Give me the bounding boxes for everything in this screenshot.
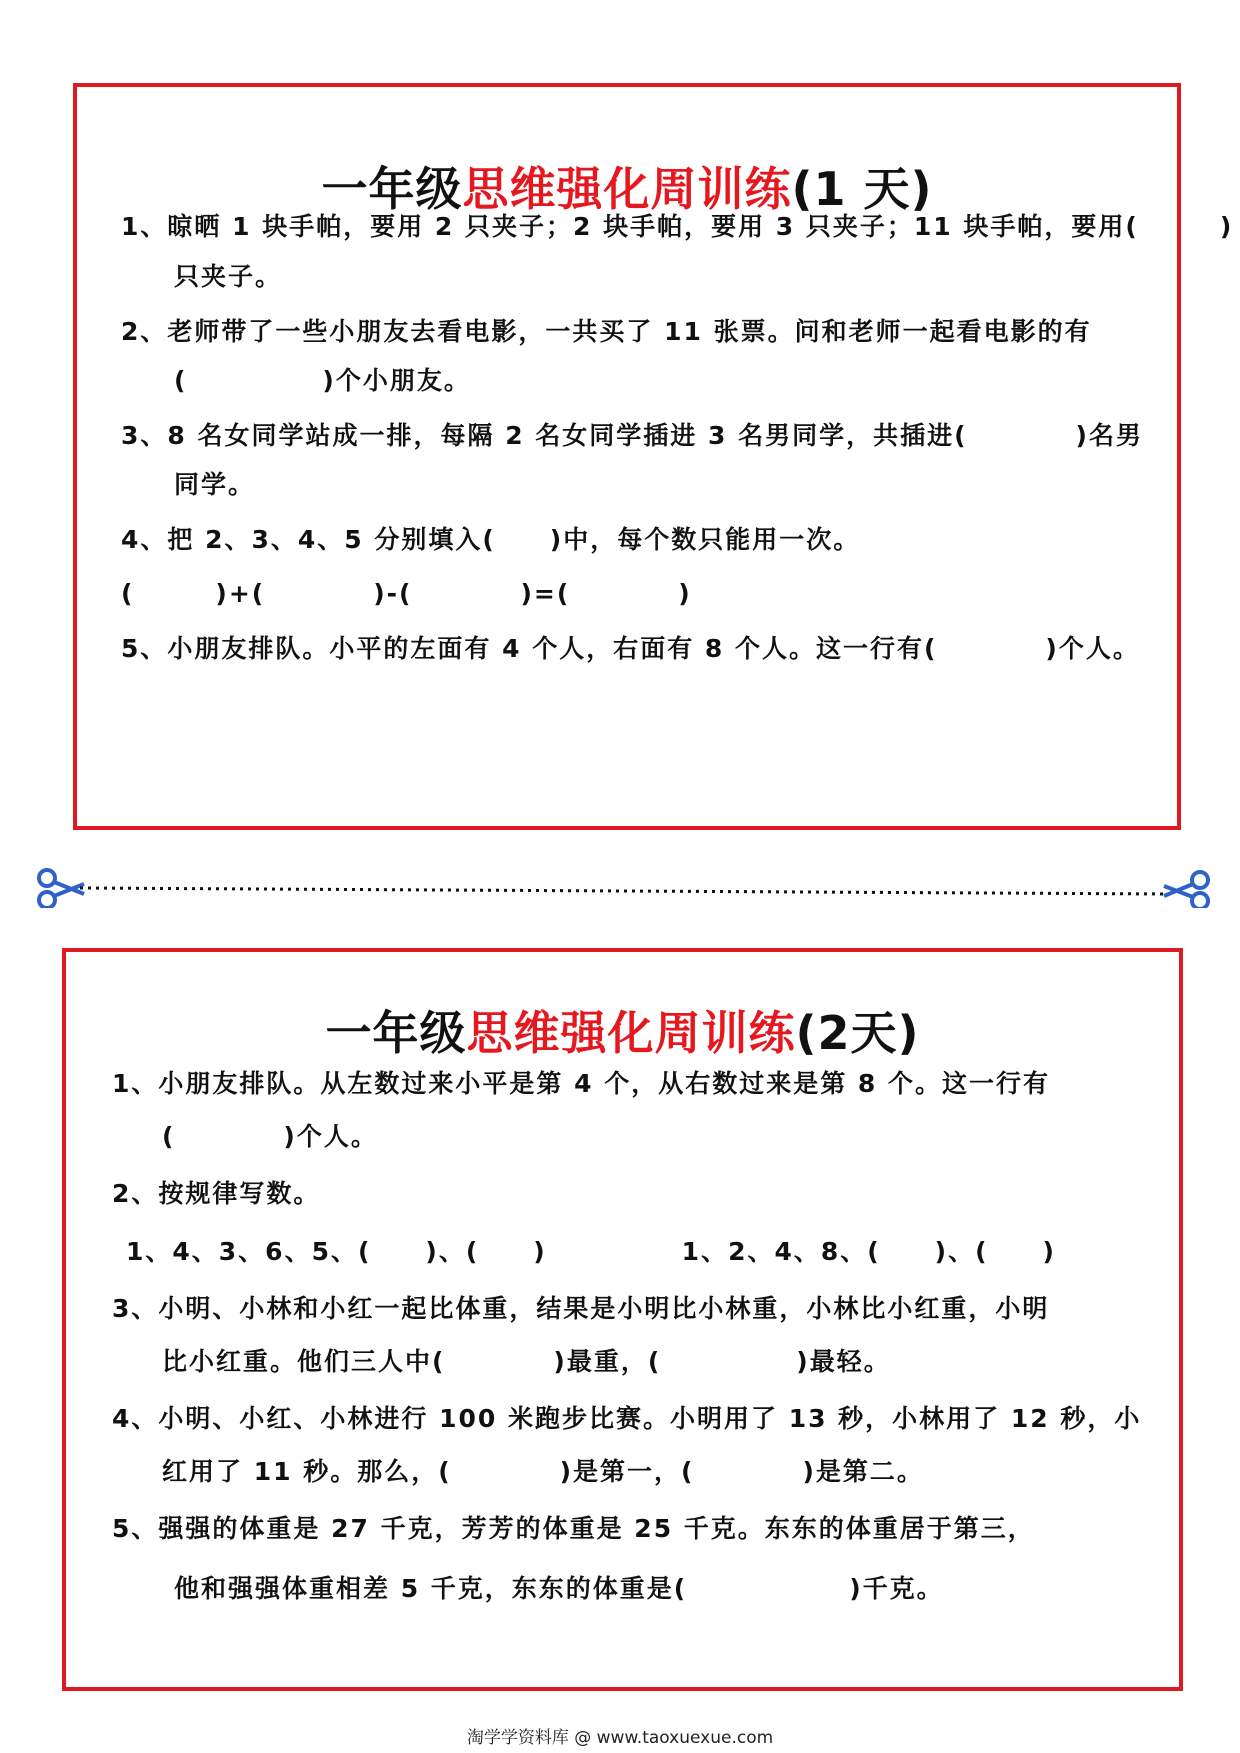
title-highlight: 思维强化周训练 (462, 162, 792, 216)
q3-line1: 3、8 名女同学站成一排，每隔 2 名女同学插进 3 名男同学，共插进( )名男 (121, 421, 1143, 450)
q5-line2: 他和强强体重相差 5 千克，东东的体重是( )千克。 (174, 1574, 944, 1603)
q3-line2: 比小红重。他们三人中( )最重，( )最轻。 (162, 1347, 891, 1376)
q1-line1: 1、晾晒 1 块手帕，要用 2 只夹子；2 块手帕，要用 3 只夹子；11 块手帕，要用( ) (121, 212, 1234, 241)
q2-line1: 2、按规律写数。 (112, 1179, 321, 1208)
q1-line2: ( )个人。 (162, 1122, 378, 1151)
q2-sequences: 1、4、3、6、5、( )、( ) 1、2、4、8、( )、( ) (126, 1237, 1056, 1266)
footer-watermark: 淘学学资料库 @ www.taoxuexue.com (466, 1728, 774, 1748)
q4-line1: 4、小明、小红、小林进行 100 米跑步比赛。小明用了 13 秒，小林用了 12 秒，小 (112, 1404, 1142, 1433)
title-suffix: (2天) (795, 1006, 920, 1060)
scissors-icon (1164, 872, 1208, 908)
q4-equation: ( )+( )-( )=( ) (121, 579, 692, 608)
q5-line1: 5、强强的体重是 27 千克，芳芳的体重是 25 千克。东东的体重居于第三， (112, 1514, 1035, 1543)
q1-line2: 只夹子。 (174, 262, 283, 291)
title-suffix: (1 天) (791, 162, 933, 216)
title-prefix: 一年级 (325, 1006, 467, 1060)
cut-line (36, 868, 1212, 908)
q3-line1: 3、小明、小林和小红一起比体重，结果是小明比小林重，小林比小红重，小明 (112, 1294, 1050, 1323)
q3-line2: 同学。 (174, 470, 256, 499)
title-prefix: 一年级 (321, 162, 463, 216)
q2-line2: ( )个小朋友。 (174, 366, 471, 395)
q2-line1: 2、老师带了一些小朋友去看电影，一共买了 11 张票。问和老师一起看电影的有 (121, 317, 1092, 346)
q4-line2: 红用了 11 秒。那么，( )是第一，( )是第二。 (162, 1457, 924, 1486)
dotted-line (80, 888, 1168, 894)
worksheet-day1 (73, 83, 1234, 830)
day2-title (66, 997, 1179, 1063)
title-highlight: 思维强化周训练 (466, 1006, 796, 1060)
q5-line1: 5、小朋友排队。小平的左面有 4 个人，右面有 8 个人。这一行有( )个人。 (121, 634, 1140, 663)
q4-line1: 4、把 2、3、4、5 分别填入( )中，每个数只能用一次。 (121, 525, 861, 554)
scissors-icon (39, 870, 84, 908)
q1-line1: 1、小朋友排队。从左数过来小平是第 4 个，从右数过来是第 8 个。这一行有 (112, 1069, 1051, 1098)
worksheet-day2 (62, 948, 1183, 1691)
